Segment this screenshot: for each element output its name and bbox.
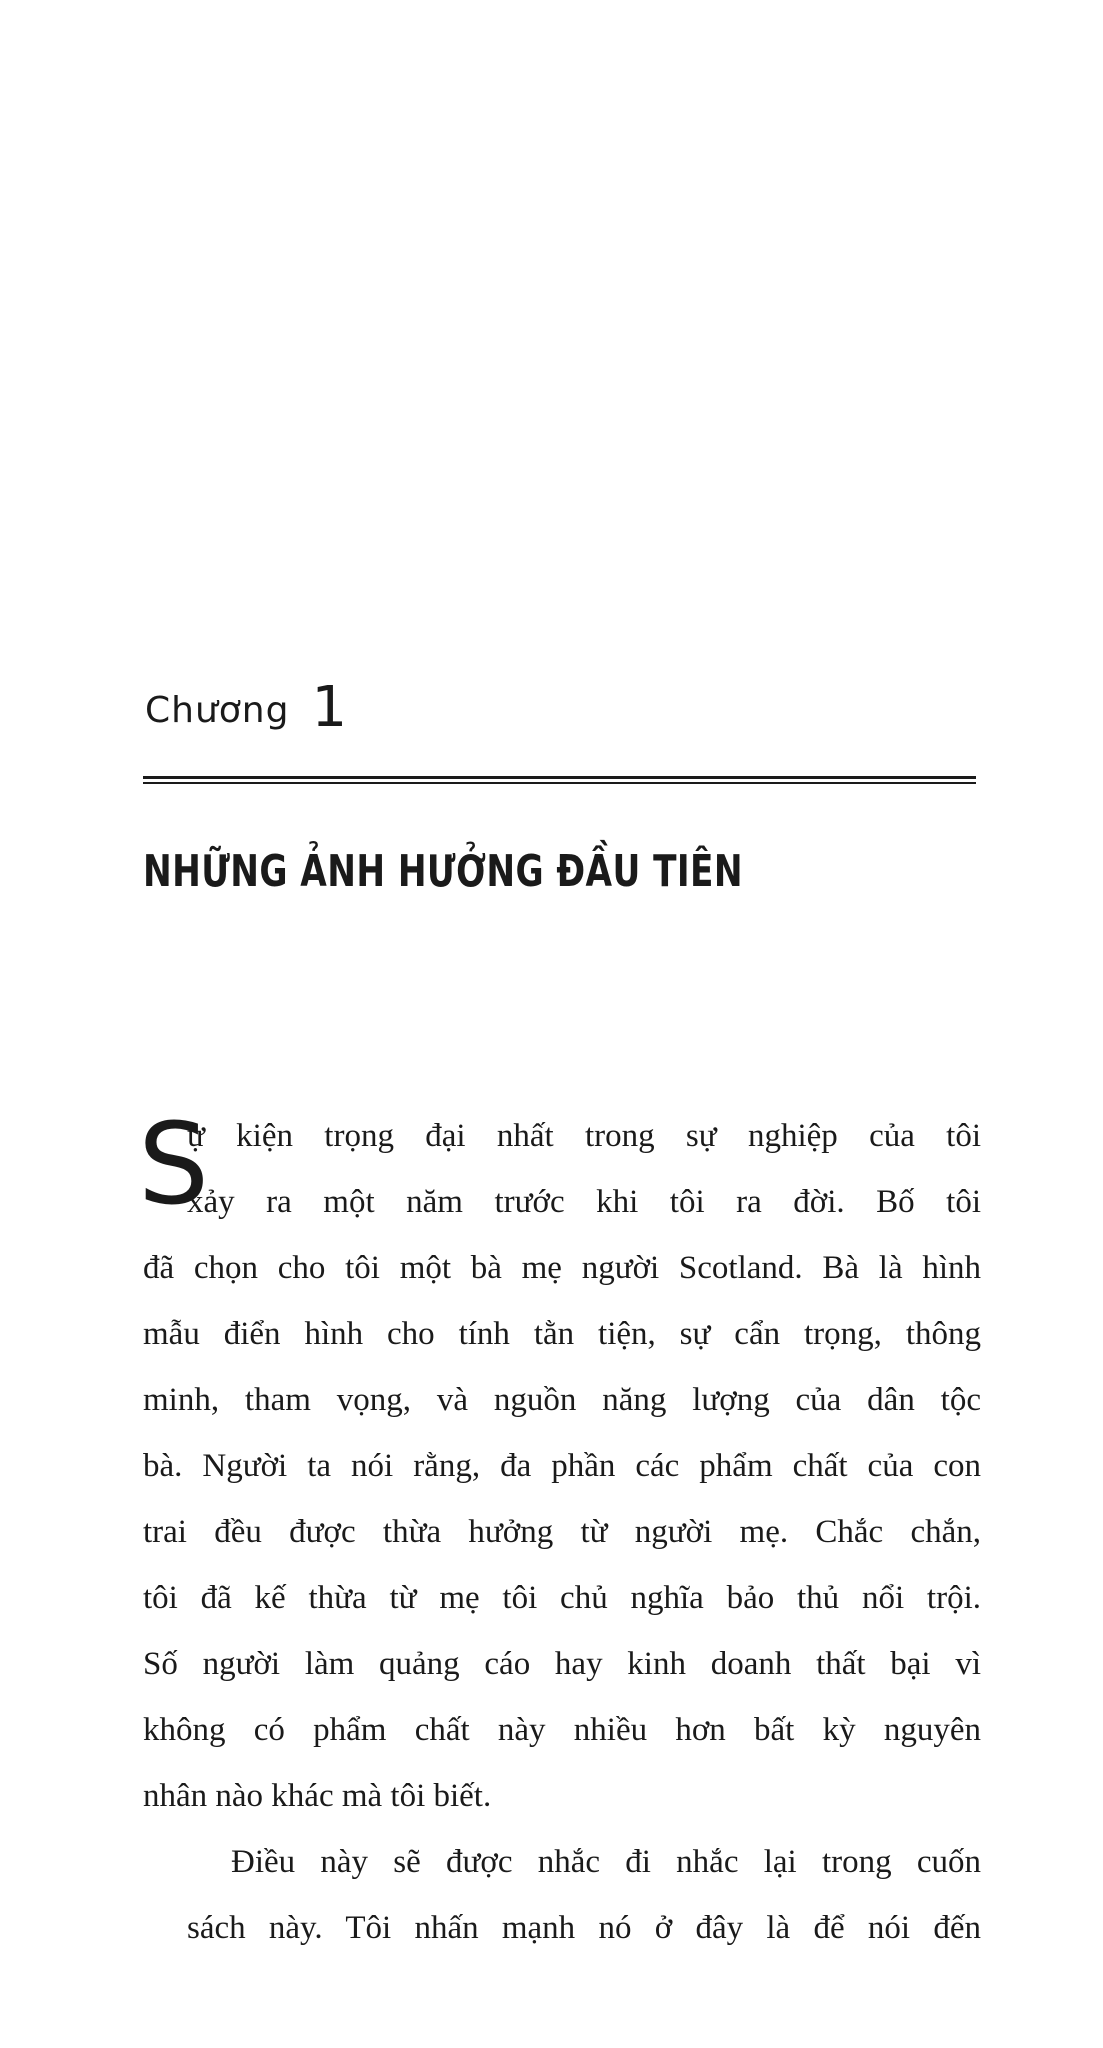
paragraph-line: Điều này sẽ được nhắc đi nhắc lại trong cuốn xyxy=(231,1844,981,1880)
line-text: ự kiện trọng đại nhất trong sự nghiệp của tôi xyxy=(187,1118,981,1154)
paragraph-line: đã chọn cho tôi một bà mẹ người Scotland. Bà là hình xyxy=(143,1250,981,1286)
paragraph-line: trai đều được thừa hưởng từ người mẹ. Chắc chắn, xyxy=(143,1514,981,1550)
paragraph-line: không có phẩm chất này nhiều hơn bất kỳ nguyên xyxy=(143,1712,981,1748)
chapter-rule-bottom xyxy=(143,782,976,784)
paragraph-line: minh, tham vọng, và nguồn năng lượng của dân tộc xyxy=(143,1382,981,1418)
paragraph-line: mẫu điển hình cho tính tằn tiện, sự cẩn trọng, thông xyxy=(143,1316,981,1352)
chapter-title: NHỮNG ẢNH HƯỞNG ĐẦU TIÊN xyxy=(143,846,743,897)
paragraph-1 xyxy=(138,1100,981,1829)
paragraph-2 xyxy=(143,1829,981,1961)
paragraph-line: xảy ra một năm trước khi tôi ra đời. Bố tôi xyxy=(187,1184,981,1220)
chapter-heading xyxy=(145,675,349,740)
paragraph-line: nhân nào khác mà tôi biết. xyxy=(143,1778,492,1814)
paragraph-line: tôi đã kế thừa từ mẹ tôi chủ nghĩa bảo thủ nổi trội. xyxy=(143,1580,981,1616)
paragraph-line: Số người làm quảng cáo hay kinh doanh thất bại vì xyxy=(143,1646,981,1682)
drop-cap: S xyxy=(138,1100,210,1230)
chapter-number: 1 xyxy=(311,675,349,740)
paragraph-line: bà. Người ta nói rằng, đa phần các phẩm chất của con xyxy=(143,1448,981,1484)
paragraph-line: sách này. Tôi nhấn mạnh nó ở đây là để nói đến xyxy=(187,1910,981,1946)
chapter-label: Chương xyxy=(145,690,290,731)
chapter-rule-top xyxy=(143,776,976,779)
